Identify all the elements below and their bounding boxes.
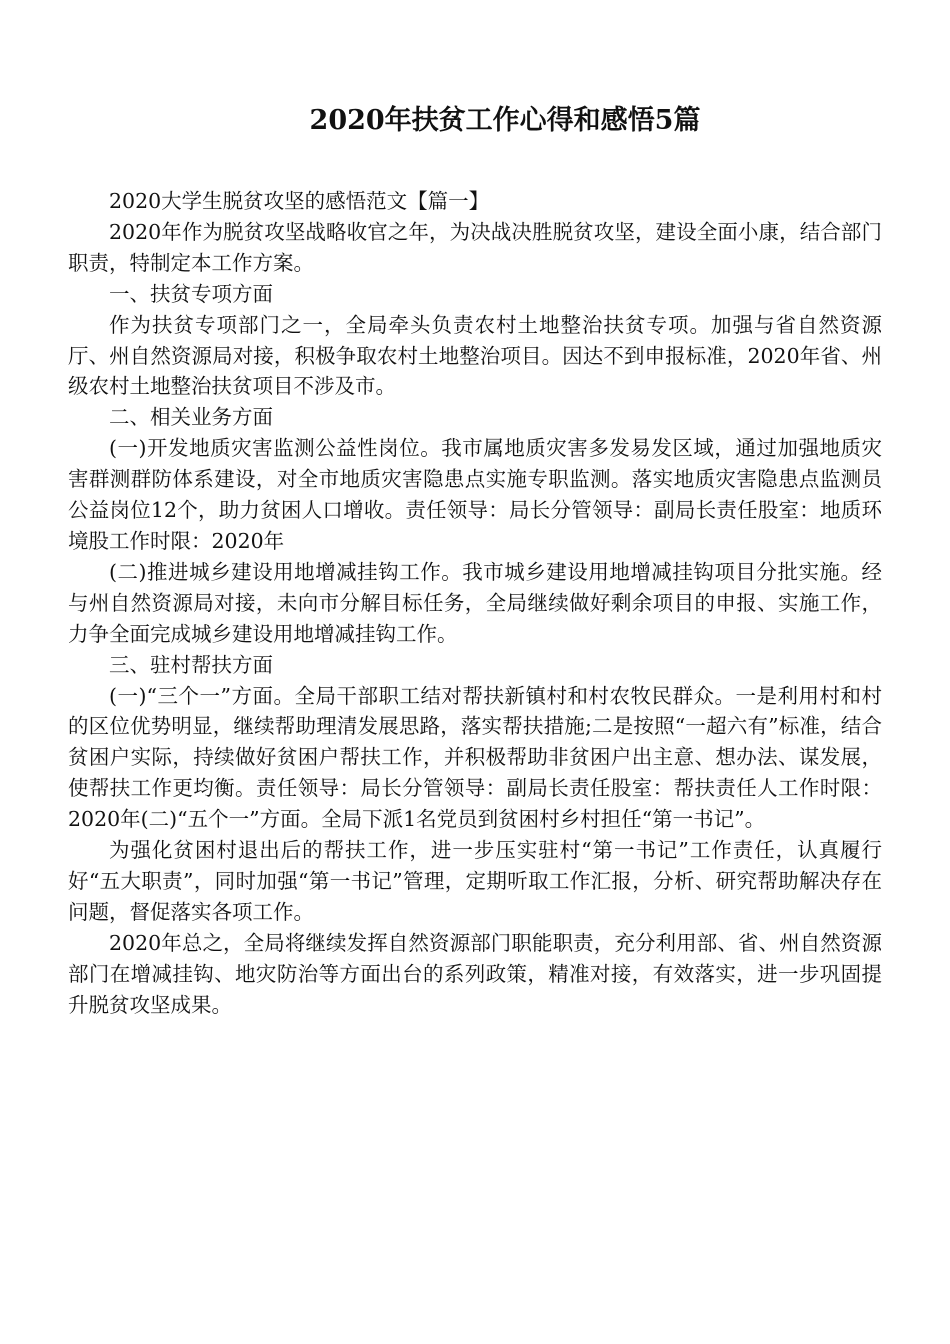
paragraph-body: (二)推进城乡建设用地增减挂钩工作。我市城乡建设用地增减挂钩项目分批实施。经与州自然资源局对接，未向市分解目标任务，全局继续做好剩余项目的申报、实施工作，力争全面完成城乡建设用地增减挂钩工作。 xyxy=(68,559,882,646)
paragraph-body: 为强化贫困村退出后的帮扶工作，进一步压实驻村“第一书记”工作责任，认真履行好“五大职责”，同时加强“第一书记”管理，定期听取工作汇报，分析、研究帮助解决存在问题，督促落实各项工作。 xyxy=(68,838,882,924)
paragraph-section-heading: 2020大学生脱贫攻坚的感悟范文【篇一】 xyxy=(109,189,490,213)
paragraph-heading-1: 一、扶贫专项方面 xyxy=(109,281,273,306)
paragraph-intro: 2020年作为脱贫攻坚战略收官之年，为决战决胜脱贫攻坚，建设全面小康，结合部门职责，特制定本工作方案。 xyxy=(68,219,882,275)
document-title: 2020年扶贫工作心得和感悟5篇 xyxy=(309,105,701,136)
paragraph-heading-2: 二、相关业务方面 xyxy=(109,405,273,430)
paragraph-conclusion: 2020年总之，全局将继续发挥自然资源部门职能职责，充分利用部、省、州自然资源部门在增减挂钩、地灾防治等方面出台的系列政策，精准对接，有效落实，进一步巩固提升脱贫攻坚成果。 xyxy=(68,930,882,1017)
paragraph-body: 作为扶贫专项部门之一，全局牵头负责农村土地整治扶贫专项。加强与省自然资源厅、州自然资源局对接，积极争取农村土地整治项目。因达不到申报标准，2020年省、州级农村土地整治扶贫项目不涉及市。 xyxy=(68,312,882,399)
paragraph-body: (一)“三个一”方面。全局干部职工结对帮扶新镇村和村农牧民群众。一是利用村和村的区位优势明显，继续帮助理清发展思路，落实帮扶措施;二是按照“一超六有”标准，结合贫困户实际，持续做好贫困户帮扶工作，并积极帮助非贫困户出主意、想办法、谋发展，使帮扶工作更均衡。责任领导：局长分管领导：副局长责任股室：帮扶责任人工作时限：2020年(二)“五个一”方面。全局下派1名党员到贫困村乡村担任“第一书记”。 xyxy=(68,683,882,832)
paragraph-heading-3: 三、驻村帮扶方面 xyxy=(109,652,273,677)
document-body xyxy=(68,186,882,1020)
paragraph-body: (一)开发地质灾害监测公益性岗位。我市属地质灾害多发易发区域，通过加强地质灾害群测群防体系建设，对全市地质灾害隐患点实施专职监测。落实地质灾害隐患点监测员公益岗位12个，助力贫困人口增收。责任领导：局长分管领导：副局长责任股室：地质环境股工作时限：2020年 xyxy=(68,436,882,553)
